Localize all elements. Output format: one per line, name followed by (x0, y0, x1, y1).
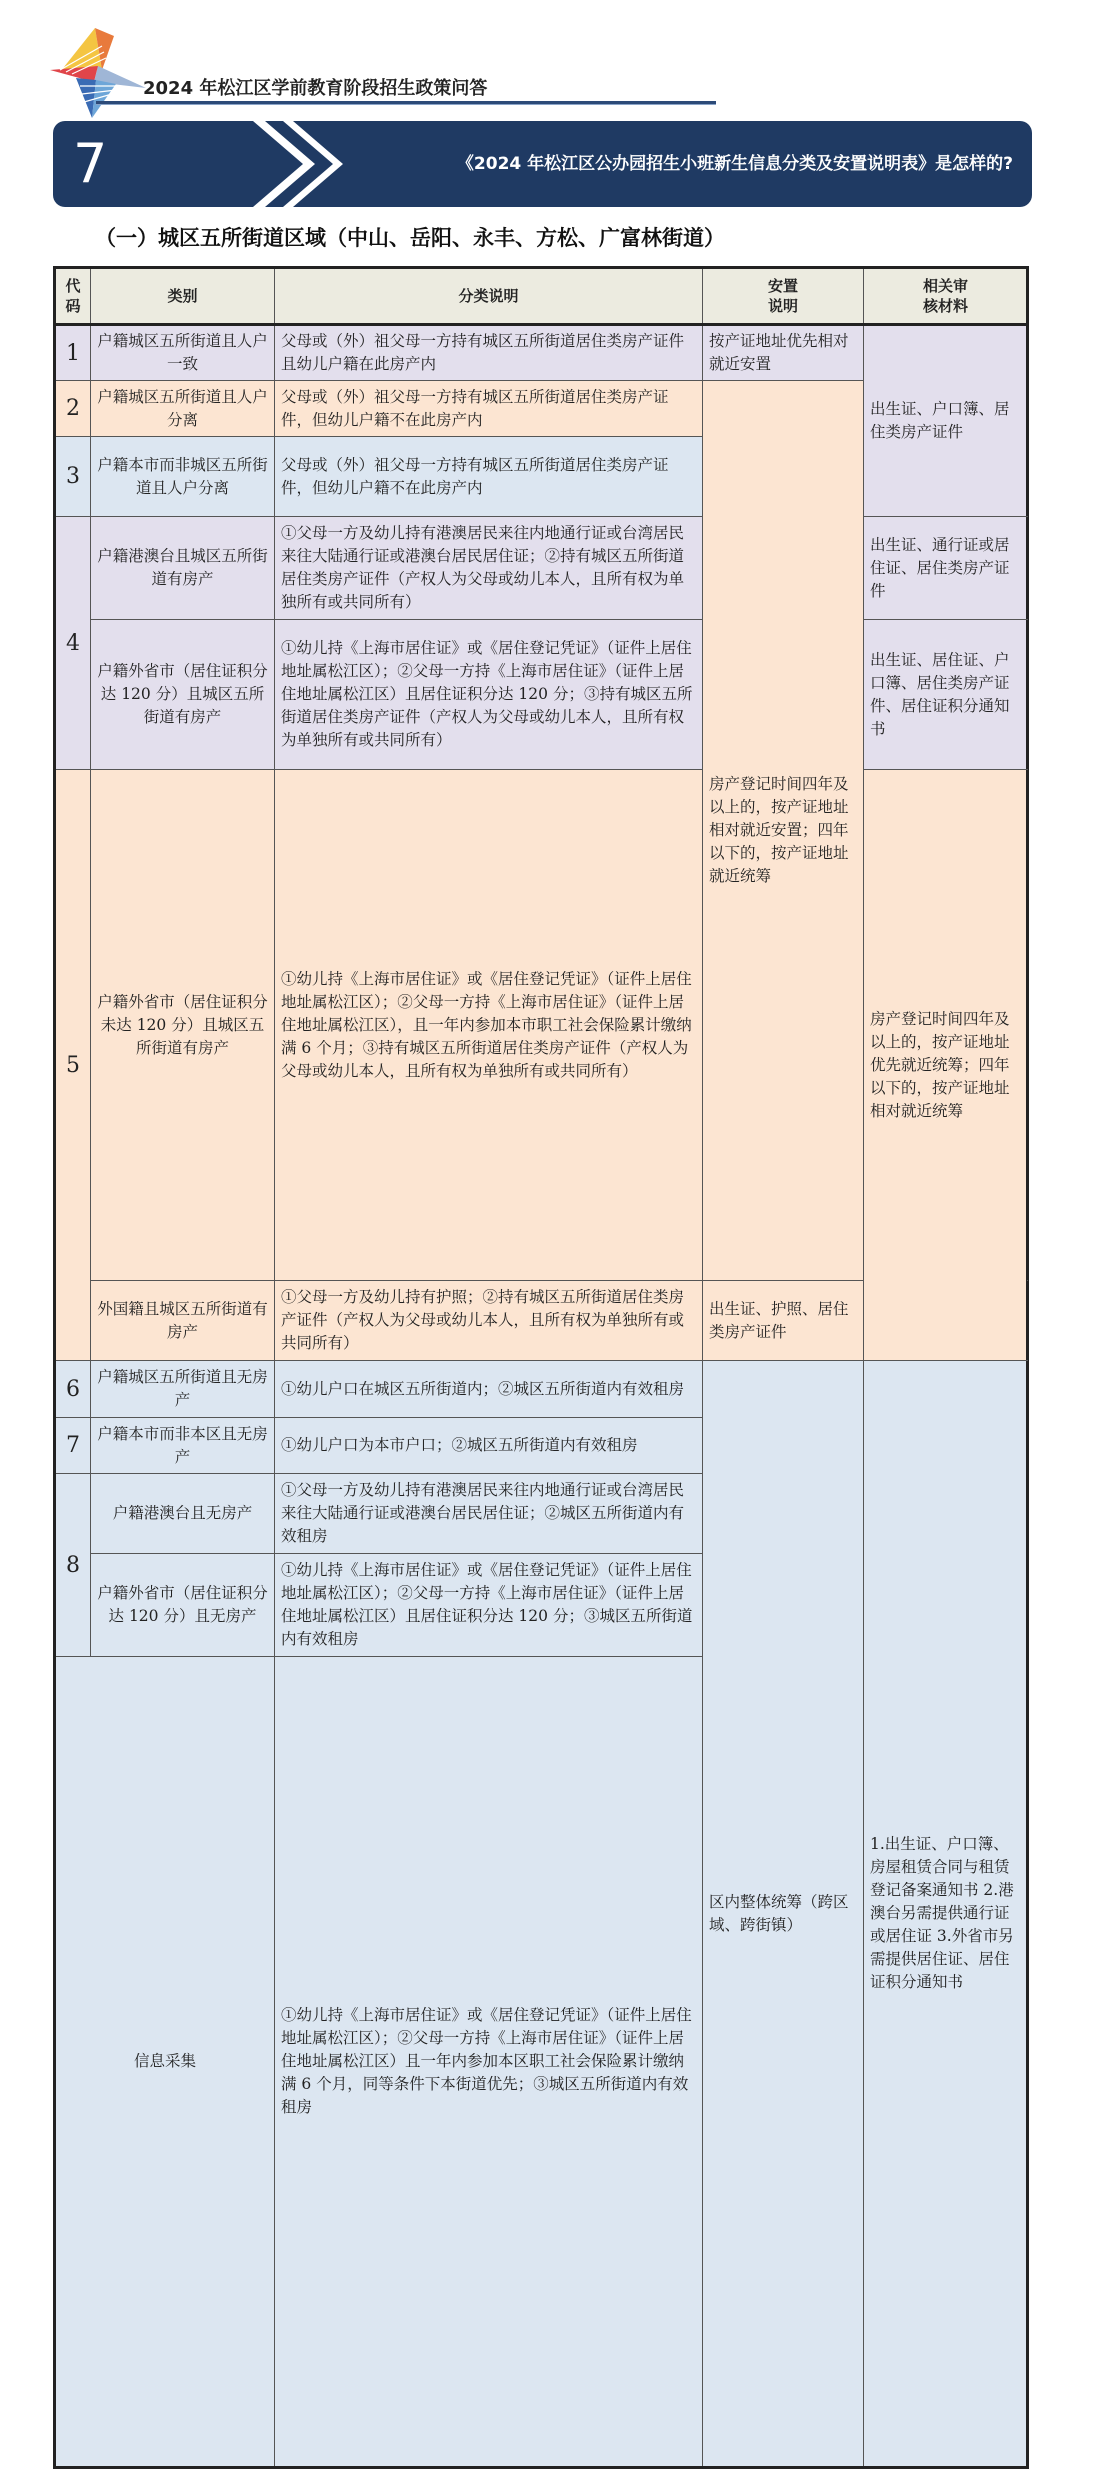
category-cell-info-collection: 信息采集 (55, 1657, 275, 2468)
materials-cell: 1.出生证、户口簿、房屋租赁合同与租赁登记备案通知书 2.港澳台另需提供通行证或居住证 3.外省市另需提供居住证、居住证积分通知书 (864, 1361, 1028, 2468)
category-cell: 户籍港澳台且无房产 (91, 1474, 275, 1554)
category-cell: 户籍本市而非本区且无房产 (91, 1418, 275, 1474)
code-cell: 4 (55, 517, 91, 770)
description-cell: ①幼儿持《上海市居住证》或《居住登记凭证》（证件上居住地址属松江区）；②父母一方持《上海市居住证》（证件上居住地址属松江区）且一年内参加本区职工社会保险累计缴纳满 6 个月，同等条件下本街道优先；③城区五所街道内有效租房 (275, 1657, 703, 2468)
code-cell: 8 (55, 1474, 91, 1657)
placement-cell: 区内整体统筹（跨区域、跨街镇） (703, 1361, 864, 2468)
category-cell: 户籍外省市（居住证积分未达 120 分）且城区五所街道有房产 (91, 770, 275, 1281)
question-text: 《2024 年松江区公办园招生小班新生信息分类及安置说明表》是怎样的? (456, 154, 1013, 174)
code-cell: 5 (55, 770, 91, 1361)
code-cell: 6 (55, 1361, 91, 1418)
materials-cell: 出生证、户口簿、居住类房产证件 (864, 325, 1028, 517)
description-cell: ①父母一方及幼儿持有港澳居民来往内地通行证或台湾居民来往大陆通行证或港澳台居民居住证；②城区五所街道内有效租房 (275, 1474, 703, 1554)
category-cell: 户籍城区五所街道且人户一致 (91, 325, 275, 381)
document-header-title: 2024 年松江区学前教育阶段招生政策问答 (143, 78, 488, 99)
description-cell: 父母或（外）祖父母一方持有城区五所街道居住类房产证件且幼儿户籍在此房产内 (275, 325, 703, 381)
question-banner (53, 121, 1032, 207)
code-cell: 7 (55, 1418, 91, 1474)
description-cell: ①父母一方及幼儿持有港澳居民来往内地通行证或台湾居民来往大陆通行证或港澳台居民居住证；②持有城区五所街道居住类房产证件（产权人为父母或幼儿本人，且所有权为单独所有或共同所有） (275, 517, 703, 620)
category-cell: 户籍港澳台且城区五所街道有房产 (91, 517, 275, 620)
code-cell: 1 (55, 325, 91, 381)
materials-cell: 出生证、通行证或居住证、居住类房产证件 (864, 517, 1028, 620)
code-cell: 2 (55, 381, 91, 437)
category-cell: 户籍本市而非城区五所街道且人户分离 (91, 437, 275, 517)
materials-cell: 出生证、护照、居住类房产证件 (703, 1281, 864, 1361)
code-cell: 3 (55, 437, 91, 517)
category-cell: 户籍外省市（居住证积分达 120 分）且无房产 (91, 1554, 275, 1657)
placement-cell: 房产登记时间四年及以上的，按产证地址优先就近统筹；四年以下的，按产证地址相对就近统筹 (864, 770, 1028, 1361)
header-category: 类别 (91, 268, 275, 325)
section-title: （一）城区五所街道区域（中山、岳阳、永丰、方松、广富林街道） (95, 226, 725, 250)
category-cell: 户籍城区五所街道且无房产 (91, 1361, 275, 1418)
header-placement: 安置说明 (703, 268, 864, 325)
category-cell: 户籍外省市（居住证积分达 120 分）且城区五所街道有房产 (91, 620, 275, 770)
description-cell: ①父母一方及幼儿持有护照；②持有城区五所街道居住类房产证件（产权人为父母或幼儿本人，且所有权为单独所有或共同所有） (275, 1281, 703, 1361)
header-materials: 相关审核材料 (864, 268, 1028, 325)
category-cell: 外国籍且城区五所街道有房产 (91, 1281, 275, 1361)
materials-cell: 出生证、居住证、户口簿、居住类房产证件、居住证积分通知书 (864, 620, 1028, 770)
placement-cell: 房产登记时间四年及以上的，按产证地址相对就近安置；四年以下的，按产证地址就近统筹 (703, 381, 864, 1281)
description-cell: ①幼儿持《上海市居住证》或《居住登记凭证》（证件上居住地址属松江区）；②父母一方持《上海市居住证》（证件上居住地址属松江区）且居住证积分达 120 分；③持有城区五所街道居住类房产证件（产权人为父母或幼儿本人，且所有权为单独所有或共同所有） (275, 620, 703, 770)
description-cell: ①幼儿户口为本市户口；②城区五所街道内有效租房 (275, 1418, 703, 1474)
description-cell: ①幼儿持《上海市居住证》或《居住登记凭证》（证件上居住地址属松江区）；②父母一方持《上海市居住证》（证件上居住地址属松江区），且一年内参加本市职工社会保险累计缴纳满 6 个月；③持有城区五所街道居住类房产证件（产权人为父母或幼儿本人，且所有权为单独所有或共同所有） (275, 770, 703, 1281)
question-number: 7 (73, 132, 108, 195)
description-cell: 父母或（外）祖父母一方持有城区五所街道居住类房产证件，但幼儿户籍不在此房产内 (275, 437, 703, 517)
placement-table (53, 266, 1029, 2469)
header-description: 分类说明 (275, 268, 703, 325)
header-divider-thin (96, 104, 716, 105)
description-cell: ①幼儿户口在城区五所街道内；②城区五所街道内有效租房 (275, 1361, 703, 1418)
header-code: 代码 (55, 268, 91, 325)
placement-cell: 按产证地址优先相对就近安置 (703, 325, 864, 381)
category-cell: 户籍城区五所街道且人户分离 (91, 381, 275, 437)
description-cell: ①幼儿持《上海市居住证》或《居住登记凭证》（证件上居住地址属松江区）；②父母一方持《上海市居住证》（证件上居住地址属松江区）且居住证积分达 120 分；③城区五所街道内有效租房 (275, 1554, 703, 1657)
description-cell: 父母或（外）祖父母一方持有城区五所街道居住类房产证件，但幼儿户籍不在此房产内 (275, 381, 703, 437)
header-logo-icon (40, 26, 150, 122)
